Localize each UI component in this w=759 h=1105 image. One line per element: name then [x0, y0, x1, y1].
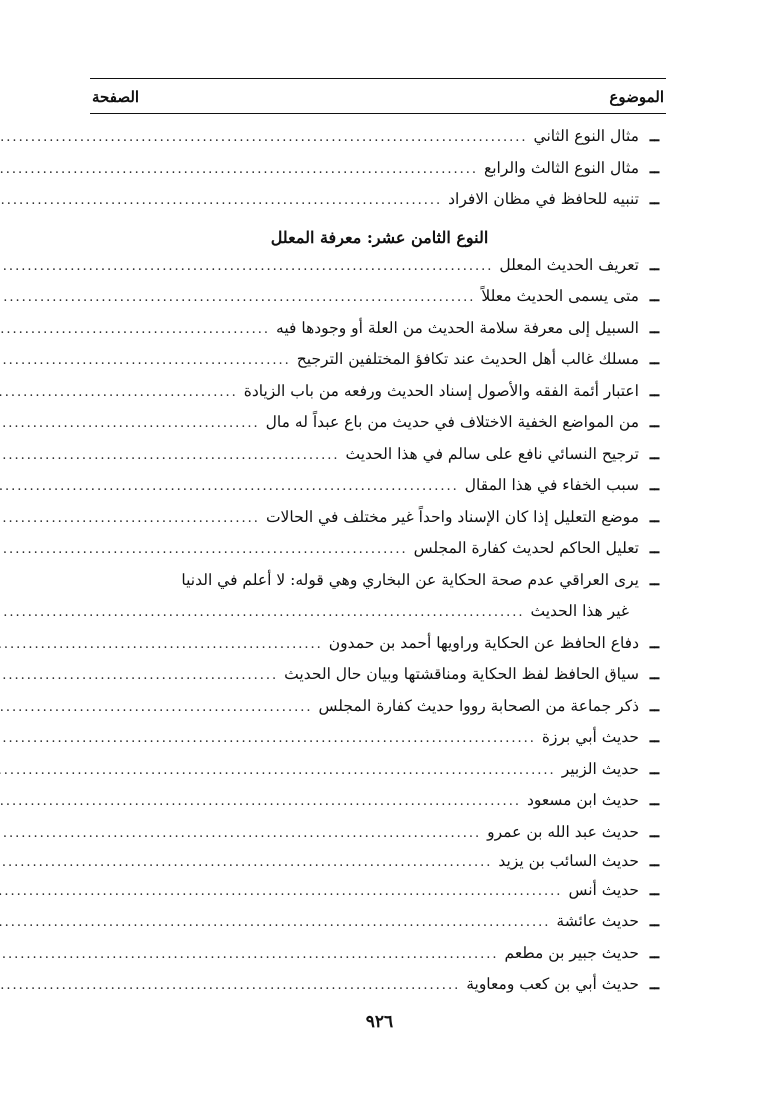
leader-dots — [0, 448, 339, 463]
toc-entry — [100, 822, 659, 851]
leader-dots — [0, 978, 460, 993]
entry-title: سبب الخفاء في هذا المقال — [464, 476, 639, 494]
toc-entry — [100, 349, 659, 381]
toc-entry — [100, 727, 659, 759]
entry-dash: ــ — [649, 443, 659, 463]
entry-dash: ــ — [649, 632, 659, 652]
entry-title: حديث جبير بن مطعم — [504, 943, 639, 962]
entry-dash: ــ — [649, 286, 659, 305]
entry-dash: ــ — [649, 254, 659, 274]
toc-entry — [100, 318, 659, 350]
entry-dash: ــ — [649, 412, 659, 431]
entry-title: تعليل الحاكم لحديث كفارة المجلس — [413, 539, 639, 557]
entry-title: حديث السائب بن يزيد — [498, 851, 639, 870]
leader-dots — [0, 385, 238, 400]
toc-entry — [100, 851, 659, 880]
entry-title: من المواضع الخفية الاختلاف في حديث من باع عبداً له مال — [265, 413, 639, 431]
entry-title: حديث أبي برزة — [541, 728, 639, 746]
entry-dash: ــ — [649, 126, 659, 145]
toc-entry — [100, 507, 659, 539]
leader-dots — [0, 322, 270, 337]
entry-title: حديث أبي بن كعب ومعاوية — [466, 975, 639, 993]
toc-entry — [100, 880, 659, 912]
entry-dash: ــ — [649, 850, 659, 870]
leader-dots — [0, 637, 323, 652]
entry-dash: ــ — [649, 569, 659, 589]
toc-entry-long-line2 — [100, 601, 659, 633]
leader-dots — [0, 416, 260, 431]
toc-entry — [100, 974, 659, 1006]
entry-title: تنبيه للحافظ في مظان الافراد — [448, 190, 639, 208]
entry-title: مثال النوع الثاني — [533, 127, 639, 145]
toc-entry — [100, 381, 659, 413]
toc-entry — [100, 538, 659, 570]
leader-dots — [0, 884, 562, 899]
leader-dots — [0, 353, 291, 368]
leader-dots — [0, 826, 481, 841]
entry-dash: ــ — [649, 942, 659, 962]
toc-entry — [100, 664, 659, 696]
leader-dots — [0, 668, 278, 683]
entry-dash: ــ — [649, 380, 659, 400]
entry-title: السبيل إلى معرفة سلامة الحديث من العلة أو وجودها فيه — [276, 318, 639, 337]
entry-dash: ــ — [649, 349, 659, 368]
leader-dots — [0, 290, 475, 305]
entry-dash: ــ — [649, 879, 659, 899]
entry-dash: ــ — [649, 538, 659, 557]
entry-title: حديث عبد الله بن عمرو — [487, 822, 639, 841]
leader-dots — [0, 259, 493, 274]
leader-dots — [0, 605, 524, 620]
leader-dots — [0, 855, 492, 870]
leader-dots — [0, 794, 521, 809]
entry-title: ذكر جماعة من الصحابة رووا حديث كفارة المجلس — [318, 696, 639, 715]
toc-entry — [100, 696, 659, 728]
entry-dash: ــ — [649, 157, 659, 177]
toc-entry — [100, 633, 659, 665]
toc-entry — [100, 475, 659, 507]
entry-dash: ــ — [649, 758, 659, 778]
leader-dots — [0, 542, 408, 557]
entry-title: يرى العراقي عدم صحة الحكاية عن البخاري وهي قوله: لا أعلم في الدنيا — [181, 570, 639, 589]
leader-dots — [0, 763, 556, 778]
entry-title: مثال النوع الثالث والرابع — [483, 158, 639, 177]
leader-dots — [0, 511, 260, 526]
toc-entry — [100, 790, 659, 822]
entry-dash: ــ — [649, 506, 659, 526]
section-heading: النوع الثامن عشر: معرفة المعلل — [270, 227, 489, 247]
toc-entry — [100, 158, 659, 190]
header-top-rule — [90, 78, 666, 79]
entry-title: موضع التعليل إذا كان الإسناد واحداً غير مختلف في الحالات — [265, 507, 639, 526]
entry-dash: ــ — [649, 317, 659, 337]
leader-dots — [0, 700, 312, 715]
leader-dots — [0, 479, 459, 494]
entry-dash: ــ — [649, 974, 659, 993]
entry-title: حديث أنس — [568, 880, 639, 899]
leader-dots — [0, 193, 442, 208]
leader-dots — [0, 731, 536, 746]
toc-entry-long-line1 — [100, 570, 659, 602]
entry-title: سياق الحافظ لفظ الحكاية ومناقشتها وبيان حال الحديث — [284, 665, 639, 683]
leader-dots — [0, 915, 550, 930]
entry-dash: ــ — [649, 911, 659, 930]
toc-entry — [100, 126, 659, 158]
toc-entry — [100, 189, 659, 221]
toc-list — [100, 126, 659, 1006]
entry-dash: ــ — [649, 790, 659, 809]
entry-dash: ــ — [649, 189, 659, 208]
entry-title: دفاع الحافظ عن الحكاية وراويها أحمد بن حمدون — [328, 633, 639, 652]
entry-dash: ــ — [649, 727, 659, 746]
toc-entry — [100, 412, 659, 444]
entry-title: حديث ابن مسعود — [526, 791, 639, 809]
toc-entry — [100, 444, 659, 476]
entry-title: ترجيح النسائي نافع على سالم في هذا الحديث — [345, 444, 639, 463]
entry-title: متى يسمى الحديث معللاً — [481, 287, 639, 305]
toc-header — [92, 84, 664, 110]
header-bottom-rule — [90, 113, 666, 114]
leader-dots — [0, 947, 499, 962]
entry-dash: ــ — [649, 475, 659, 494]
leader-dots — [0, 162, 478, 177]
page-number: ٩٢٦ — [365, 1012, 394, 1032]
topic-column-label: الموضوع — [609, 88, 664, 106]
toc-entry — [100, 759, 659, 791]
entry-title: مسلك غالب أهل الحديث عند تكافؤ المختلفين الترجيح — [296, 350, 639, 368]
entry-title: اعتبار أئمة الفقه والأصول إسناد الحديث ورفعه من باب الزيادة — [243, 381, 639, 400]
toc-entry — [100, 911, 659, 943]
entry-title: حديث الزبير — [561, 759, 639, 778]
entry-dash: ــ — [649, 664, 659, 683]
entry-title-continued: غير هذا الحديث — [530, 602, 629, 620]
entry-dash: ــ — [649, 695, 659, 715]
toc-entry — [100, 943, 659, 975]
entry-title: حديث عائشة — [556, 912, 639, 930]
toc-entry — [100, 286, 659, 318]
entry-dash: ــ — [649, 821, 659, 841]
page-column-label: الصفحة — [92, 88, 140, 106]
entry-title: تعريف الحديث المعلل — [499, 255, 639, 274]
leader-dots — [0, 130, 528, 145]
toc-entry — [100, 255, 659, 287]
